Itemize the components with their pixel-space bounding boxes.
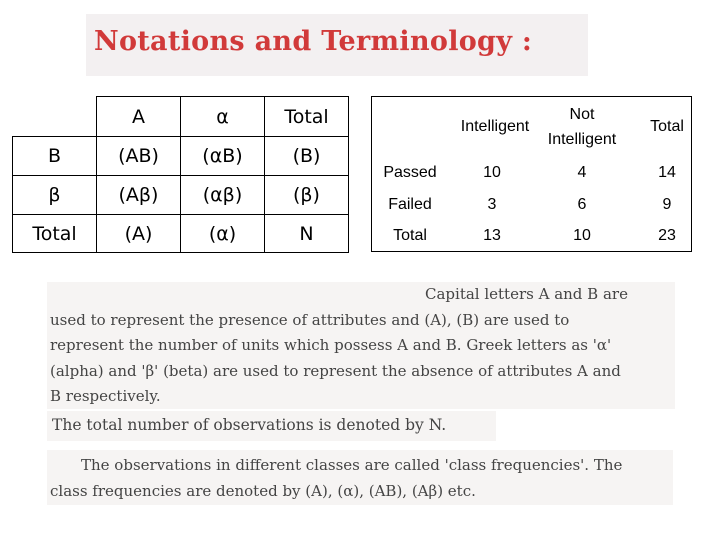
example-table [371, 96, 692, 252]
row-label: Failed [388, 196, 432, 213]
paragraph-line: (alpha) and 'β' (beta) are used to represent the absence of attributes A and [50, 362, 621, 380]
table-cell: (β) [265, 176, 349, 215]
table-cell: 6 [577, 196, 587, 213]
table-row [13, 215, 349, 253]
notation-table [12, 96, 349, 253]
class-frequencies-paragraph [47, 450, 673, 505]
table-cell: (B) [265, 137, 349, 176]
table-cell: α [181, 97, 265, 137]
paragraph-line: The total number of observations is denoted by N. [52, 416, 447, 434]
table-cell: (A) [97, 215, 181, 253]
table-cell: B [13, 137, 97, 176]
table-cell: 23 [658, 227, 676, 244]
table-cell: (αB) [181, 137, 265, 176]
definition-paragraph [47, 282, 675, 409]
paragraph-line: The observations in different classes are called 'class frequencies'. The [81, 456, 623, 474]
table-cell: β [13, 176, 97, 215]
page-title: Notations and Terminology : [94, 26, 533, 57]
table-cell [13, 97, 97, 137]
table-row [13, 176, 349, 215]
paragraph-line: represent the number of units which possess A and B. Greek letters as 'α' [50, 336, 612, 354]
total-observations-note [47, 411, 496, 441]
table-cell: 4 [577, 164, 587, 181]
table-cell: (AB) [97, 137, 181, 176]
table-cell: (Aβ) [97, 176, 181, 215]
table-cell: 14 [658, 164, 676, 181]
row-label: Passed [383, 164, 437, 181]
table-cell: 10 [483, 164, 501, 181]
header-intelligent-2: Intelligent [547, 131, 617, 148]
table-cell: 3 [487, 196, 497, 213]
table-cell: A [97, 97, 181, 137]
table-cell: (αβ) [181, 176, 265, 215]
table-row [13, 97, 349, 137]
table-cell: (α) [181, 215, 265, 253]
paragraph-line: used to represent the presence of attributes and (A), (B) are used to [50, 311, 570, 329]
title-banner [86, 14, 588, 76]
table-cell: 10 [573, 227, 591, 244]
table-cell: Total [13, 215, 97, 253]
table-cell: Total [265, 97, 349, 137]
table-cell: 9 [662, 196, 672, 213]
header-not: Not [569, 106, 595, 123]
table-cell: 13 [483, 227, 501, 244]
table-row [13, 137, 349, 176]
header-intelligent: Intelligent [460, 118, 530, 135]
header-total: Total [650, 118, 684, 135]
paragraph-line: Capital letters A and B are [425, 285, 628, 303]
table-cell: N [265, 215, 349, 253]
paragraph-line: class frequencies are denoted by (A), (α), (AB), (Aβ) etc. [50, 482, 476, 500]
paragraph-line: B respectively. [50, 387, 161, 405]
row-label: Total [393, 227, 427, 244]
